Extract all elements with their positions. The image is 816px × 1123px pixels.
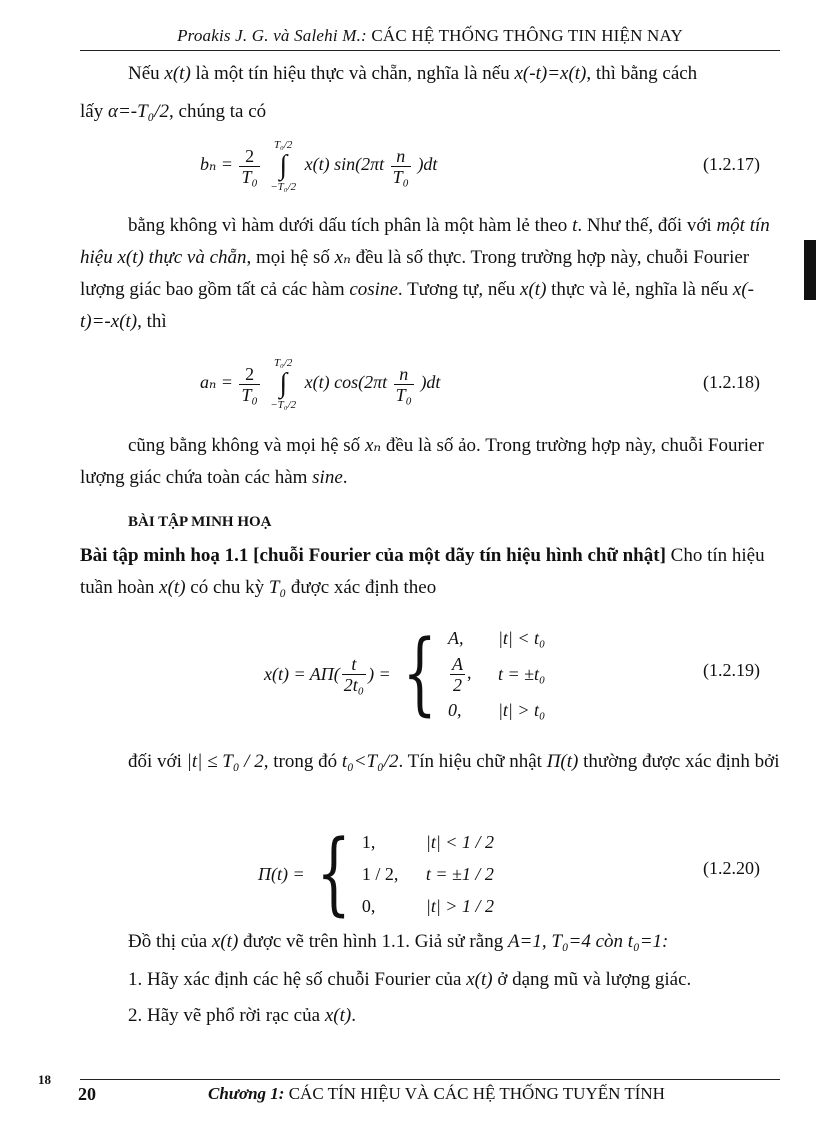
equation-number: (1.2.17): [703, 154, 760, 174]
case-condition: t = ±t₀: [497, 664, 546, 684]
text: , trong đó: [263, 751, 342, 772]
integral-sign: T₀/2 ∫ −T₀/2: [270, 139, 297, 193]
integrand-end: )dt: [417, 154, 438, 175]
text: bằng không vì hàm dưới dấu tích phân là một hàm lẻ theo: [128, 215, 573, 236]
text: .: [351, 1005, 356, 1026]
math-x-t: x(t): [466, 969, 493, 990]
example-intro: [80, 540, 780, 604]
cases: [362, 826, 494, 922]
paragraph-rect-def: [80, 746, 780, 778]
fraction: [394, 364, 414, 405]
text: được vẽ trên hình 1.1. Giả sử rằng: [238, 931, 508, 952]
math-xn: xₙ: [364, 435, 382, 456]
case-row: $\frac{A}{2}$ , t = ±t₀: [451, 654, 546, 695]
eq-lhs-end: ) =: [368, 663, 391, 684]
text: , chúng ta có: [169, 101, 267, 122]
case-row: [362, 890, 494, 922]
header-rule: [80, 50, 780, 51]
task-list: [80, 964, 780, 1032]
math-x-t: x(t): [324, 1005, 352, 1026]
math-pi: Π(t): [546, 751, 579, 772]
fraction: [342, 654, 366, 695]
example-title: Bài tập minh hoạ 1.1 [chuỗi Fourier của một dãy tín hiệu hình chữ nhật]: [80, 545, 666, 566]
case-condition: |t| < 1 / 2: [425, 832, 494, 852]
paragraph-sine: [80, 430, 780, 494]
equation-1-2-20: [80, 822, 780, 926]
emphasis: một tín hiệu x(t) thực và chẵn: [80, 215, 770, 268]
text: lấy: [80, 101, 108, 122]
math-parameters: A=1, T₀=4 còn t₀=1:: [507, 931, 669, 952]
math-T0: T₀: [268, 577, 287, 598]
case-value: A,: [447, 628, 464, 648]
term-cosine: cosine: [349, 279, 398, 300]
text: là một tín hiệu thực và chẵn, nghĩa là nếu: [190, 63, 515, 84]
case-value: 0,: [447, 700, 462, 720]
list-item: [128, 1000, 780, 1032]
frac-den: 2: [452, 675, 462, 695]
text: . Như thế, đối với: [577, 215, 717, 236]
equation-1-2-17: [80, 138, 780, 194]
text: Đồ thị của: [128, 931, 212, 952]
section-heading: [80, 506, 780, 538]
text: được xác định theo: [286, 577, 437, 598]
case-value: 1,: [361, 832, 376, 852]
text: . Tương tự, nếu: [397, 279, 521, 300]
frac-num: n: [394, 364, 414, 385]
heading-text: BÀI TẬP MINH HOẠ: [128, 514, 272, 530]
eq-lhs: Π(t) =: [258, 863, 305, 884]
paragraph-even-signal-cont: [80, 96, 780, 128]
upper-limit: T₀/2: [273, 357, 293, 369]
text: , thì bằng cách: [586, 63, 698, 84]
eq-lhs: aₙ =: [200, 372, 233, 393]
integrand: x(t) cos(2πt: [304, 372, 388, 393]
text: Cho tín hiệu tuần hoàn: [80, 545, 765, 598]
margin-page-number: 18: [38, 1072, 51, 1087]
frac-num: n: [391, 146, 411, 167]
cases: [448, 622, 545, 726]
text: Hãy xác định các hệ số chuỗi Fourier của: [142, 969, 467, 990]
frac-den: T₀: [241, 166, 258, 187]
math-xn: xₙ: [334, 247, 351, 268]
text: đều là số ảo. Trong trường hợp này, chuỗi Fourier lượng giác chứa toàn các hàm: [80, 435, 764, 488]
text: có chu kỳ: [185, 577, 269, 598]
frac-den: 2t₀: [343, 674, 365, 695]
lower-limit: −T₀/2: [270, 181, 297, 193]
text: ở dạng mũ và lượng giác.: [492, 969, 692, 990]
case-row: [362, 826, 494, 858]
case-value: 1 / 2,: [361, 864, 399, 884]
list-item: [128, 964, 780, 996]
chapter-lead: Chương 1:: [208, 1084, 285, 1103]
case-condition: |t| < t₀: [497, 628, 546, 648]
eq-lhs: x(t) = AΠ(: [264, 663, 340, 684]
frac-den: T₀: [392, 166, 409, 187]
case-row: [362, 858, 494, 890]
chapter-title: [208, 1084, 665, 1104]
text: cũng bằng không và mọi hệ số: [128, 435, 365, 456]
case-condition: |t| > 1 / 2: [425, 896, 494, 916]
upper-limit: T₀/2: [273, 139, 293, 151]
math-alpha: α=-T₀/2: [107, 101, 170, 122]
case-value: 0,: [361, 896, 376, 916]
text: đối với: [128, 751, 187, 772]
running-footer: [78, 1084, 778, 1105]
left-brace: {: [402, 621, 437, 726]
math-t: t: [572, 215, 578, 236]
text: .: [342, 467, 348, 488]
list-number: 1.: [128, 969, 143, 990]
text: thực và lẻ, nghĩa là nếu: [546, 279, 733, 300]
frac-num: 2: [239, 146, 259, 167]
text: . Tín hiệu chữ nhật: [398, 751, 547, 772]
frac-den: T₀: [241, 384, 258, 405]
running-header: [80, 26, 780, 46]
page-edge-mark: [804, 240, 816, 300]
integrand-end: )dt: [420, 372, 441, 393]
fraction: [450, 654, 465, 695]
equation-number: (1.2.20): [703, 858, 760, 878]
math-x-t: x(t): [520, 279, 547, 300]
paragraph-even-signal: [80, 58, 780, 90]
term-sine: sine: [312, 467, 343, 488]
math-condition: |t| ≤ T₀ / 2: [186, 751, 264, 772]
paragraph-parameters: [80, 926, 780, 958]
text: , thì: [137, 311, 167, 332]
equation-number: (1.2.18): [703, 372, 760, 392]
case-condition: t = ±1 / 2: [425, 864, 494, 884]
fraction: [391, 146, 411, 187]
math-x-t: x(t): [164, 63, 191, 84]
equation-number: (1.2.19): [703, 660, 760, 680]
fraction: [239, 146, 259, 187]
case-row: [448, 694, 545, 726]
chapter-name: CÁC TÍN HIỆU VÀ CÁC HỆ THỐNG TUYẾN TÍNH: [284, 1084, 665, 1103]
math-odd-condition: x(-t)=-x(t): [80, 279, 755, 332]
text: thường được xác định bởi: [578, 751, 780, 772]
page-number: 20: [78, 1084, 96, 1104]
footer-rule: [80, 1079, 780, 1080]
case-condition: |t| > t₀: [497, 700, 546, 720]
text: Hãy vẽ phổ rời rạc của: [142, 1005, 325, 1026]
eq-lhs: bₙ =: [200, 154, 233, 175]
math-t0-condition: t₀<T₀/2: [341, 751, 399, 772]
lower-limit: −T₀/2: [270, 399, 297, 411]
equation-1-2-19: [80, 608, 780, 728]
header-title: CÁC HỆ THỐNG THÔNG TIN HIỆN NAY: [371, 26, 683, 45]
paragraph-cosine: [80, 210, 780, 338]
fraction: [239, 364, 259, 405]
list-number: 2.: [128, 1005, 143, 1026]
math-x-t: x(t): [159, 577, 186, 598]
case-row: [448, 622, 545, 654]
frac-num: 2: [239, 364, 259, 385]
math-x-t: x(t): [211, 931, 239, 952]
text: Nếu: [128, 63, 165, 84]
equation-1-2-18: [80, 356, 780, 412]
left-brace: {: [316, 821, 351, 926]
frac-num: t: [342, 654, 366, 675]
math-even-condition: x(-t)=x(t): [514, 63, 587, 84]
integrand: x(t) sin(2πt: [304, 154, 385, 175]
frac-num: A: [451, 654, 463, 674]
frac-den: T₀: [395, 384, 412, 405]
text: đều là số thực. Trong trường hợp này, chuỗi Fourier lượng giác bao gồm tất cả các hàm: [80, 247, 750, 300]
text: , mọi hệ số: [246, 247, 335, 268]
integral-sign: T₀/2 ∫ −T₀/2: [270, 357, 297, 411]
header-authors: Proakis J. G. và Salehi M.:: [177, 26, 367, 45]
